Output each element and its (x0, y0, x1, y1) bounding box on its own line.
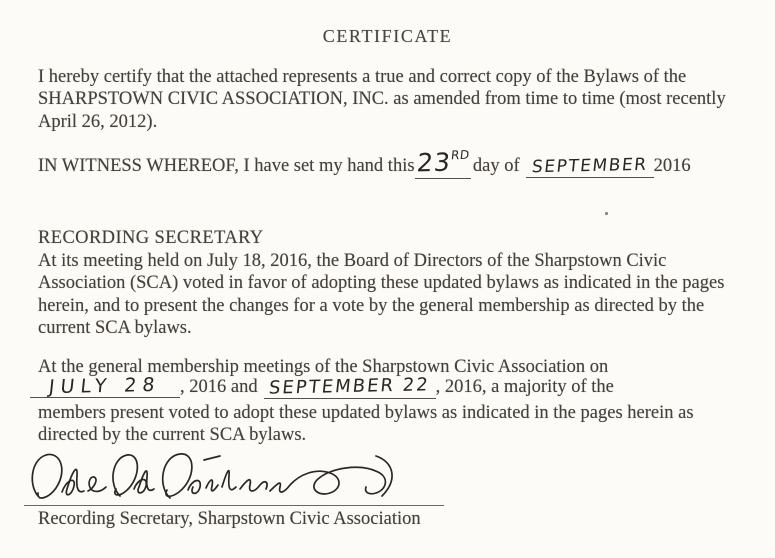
signature (24, 446, 454, 506)
membership-dates-line (30, 375, 614, 399)
board-line-1: At its meeting held on July 18, 2016, the Board of Directors of the Sharpstown Civic (38, 251, 667, 271)
board-line-4: current SCA bylaws. (38, 318, 192, 339)
signature-line (24, 505, 444, 506)
ink-speck (605, 212, 608, 215)
witness-connector: day of (472, 156, 520, 176)
handwritten-day-blank (415, 147, 471, 179)
handwritten-day-ordinal: RD (450, 147, 471, 163)
board-line-2: Association (SCA) voted in favor of adopting these updated bylaws as indicated in the pages (38, 273, 725, 294)
witness-prefix: IN WITNESS WHEREOF, I have set my hand this (38, 156, 415, 176)
handwritten-day: 23 (415, 147, 452, 178)
certify-line-3: April 26, 2012). (38, 111, 158, 132)
witness-line (38, 147, 691, 179)
handwritten-month: SEPTEMBER (530, 154, 649, 178)
handwritten-date2: SEPTEMBER 22 (268, 374, 432, 399)
membership-line-1: At the general membership meetings of the Sharpstown Civic Association on (38, 357, 609, 377)
board-paragraph (38, 250, 724, 340)
witness-year: 2016 (653, 156, 691, 176)
certify-paragraph (38, 66, 726, 133)
certify-line-1: I hereby certify that the attached represents a true and correct copy of the Bylaws of the (38, 67, 687, 87)
handwritten-date1-blank (30, 375, 180, 398)
membership-line-4: directed by the current SCA bylaws. (38, 425, 307, 446)
membership-mid-1: , 2016 and (180, 377, 258, 397)
handwritten-date2-blank (264, 376, 436, 399)
membership-paragraph-tail (38, 402, 694, 447)
membership-mid-2: , 2016, a majority of the (435, 377, 614, 397)
signature-caption: Recording Secretary, Sharpstown Civic Association (38, 509, 421, 529)
certify-line-2: SHARPSTOWN CIVIC ASSOCIATION, INC. as amended from time to time (most recently (38, 89, 726, 110)
handwritten-date1: JULY 28 (48, 373, 162, 399)
recording-secretary-heading: RECORDING SECRETARY (38, 228, 264, 248)
board-line-3: herein, and to present the changes for a vote by the general membership as directed by the (38, 295, 705, 316)
page-title: CERTIFICATE (322, 26, 453, 46)
membership-line-3: members present voted to adopt these updated bylaws as indicated in the pages herein as (38, 403, 694, 423)
handwritten-month-blank (526, 155, 654, 178)
